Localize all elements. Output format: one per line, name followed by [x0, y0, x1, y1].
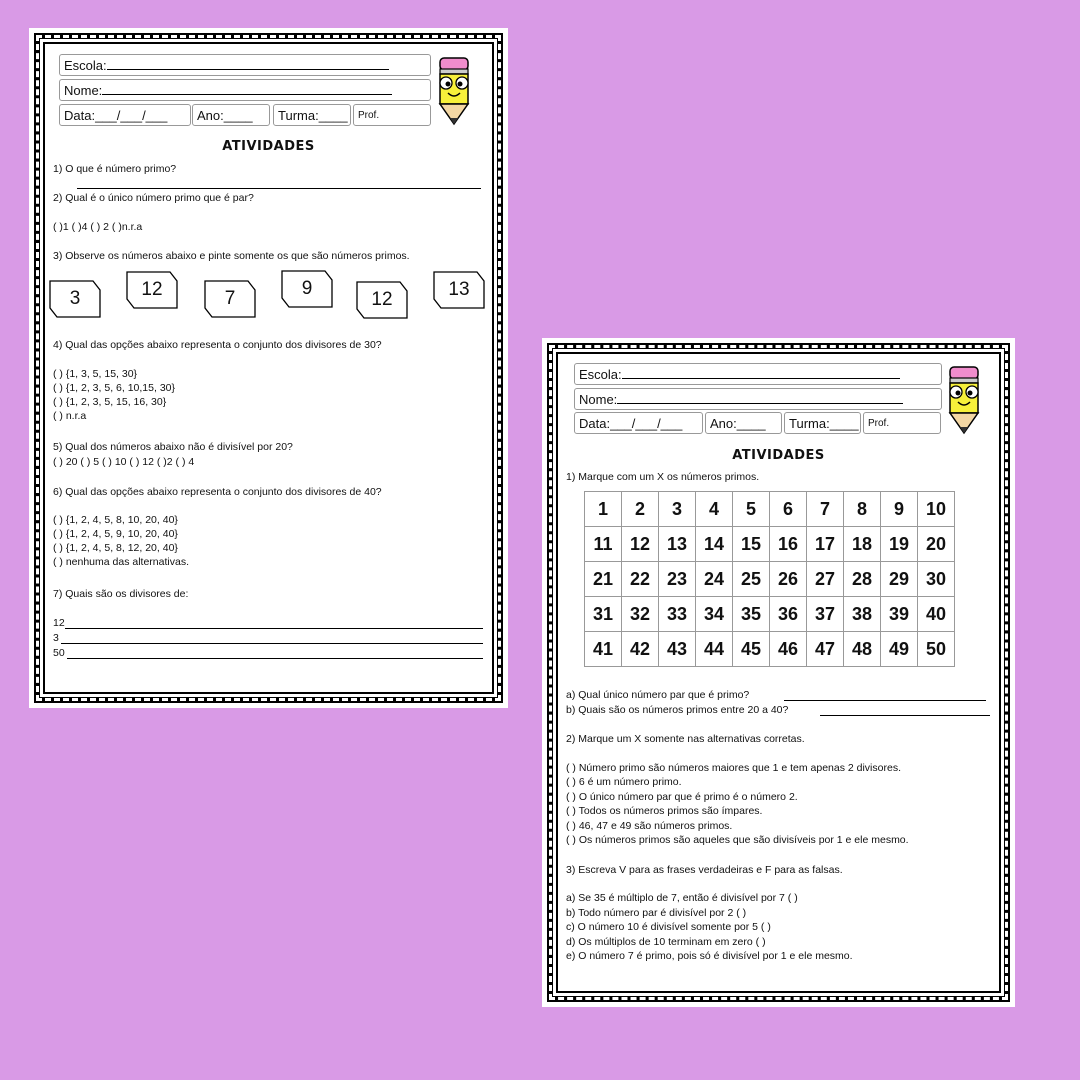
grid-number-cell[interactable]: 31 [585, 597, 622, 632]
grid-number-cell[interactable]: 42 [622, 632, 659, 667]
number-tile[interactable] [49, 280, 101, 318]
question-2-option[interactable]: ( ) Todos os números primos são ímpares. [566, 805, 763, 817]
teacher-label: Prof. [358, 110, 380, 121]
question-1: 1) Marque com um X os números primos. [566, 471, 760, 483]
question-2: 2) Qual é o único número primo que é par? [53, 192, 254, 204]
date-field[interactable] [574, 412, 703, 434]
number-tile-value: 9 [301, 278, 313, 299]
question-2-option[interactable]: ( ) 46, 47 e 49 são números primos. [566, 820, 733, 832]
grid-number-cell[interactable]: 14 [696, 527, 733, 562]
grid-number-cell[interactable]: 11 [585, 527, 622, 562]
worksheet-title: ATIVIDADES [732, 448, 825, 463]
grid-number-cell[interactable]: 15 [733, 527, 770, 562]
question-4-option[interactable]: ( ) n.r.a [53, 410, 87, 422]
grid-number-cell[interactable]: 1 [585, 492, 622, 527]
grid-number-cell[interactable]: 26 [770, 562, 807, 597]
grid-row [585, 597, 955, 632]
answer-line[interactable] [67, 658, 483, 659]
grid-number-cell[interactable]: 18 [844, 527, 881, 562]
question-2-option[interactable]: ( ) 6 é um número primo. [566, 776, 682, 788]
answer-line[interactable] [784, 700, 986, 701]
number-tile[interactable] [204, 280, 256, 318]
grid-number-cell[interactable]: 43 [659, 632, 696, 667]
grid-number-cell[interactable]: 32 [622, 597, 659, 632]
grid-number-cell[interactable]: 17 [807, 527, 844, 562]
question-6-option[interactable]: ( ) nenhuma das alternativas. [53, 556, 189, 568]
pencil-mascot-icon [433, 56, 475, 128]
class-label: Turma:____ [278, 108, 348, 123]
number-tile[interactable] [126, 271, 178, 309]
class-label: Turma:____ [789, 416, 859, 431]
question-5-options[interactable]: ( ) 20 ( ) 5 ( ) 10 ( ) 12 ( )2 ( ) 4 [53, 456, 195, 468]
grid-number-cell[interactable]: 36 [770, 597, 807, 632]
number-tile-value: 12 [371, 289, 393, 310]
question-6-option[interactable]: ( ) {1, 2, 4, 5, 9, 10, 20, 40} [53, 528, 178, 540]
grid-number-cell[interactable]: 30 [918, 562, 955, 597]
numbers-grid [584, 491, 955, 667]
grid-number-cell[interactable]: 4 [696, 492, 733, 527]
number-tile[interactable] [281, 270, 333, 308]
grid-number-cell[interactable]: 8 [844, 492, 881, 527]
grid-number-cell[interactable]: 50 [918, 632, 955, 667]
grid-number-cell[interactable]: 13 [659, 527, 696, 562]
date-field[interactable] [59, 104, 191, 126]
grid-row [585, 492, 955, 527]
question-3-item[interactable]: e) O número 7 é primo, pois só é divisível por 1 e ele mesmo. [566, 950, 853, 962]
year-field[interactable] [192, 104, 270, 126]
grid-number-cell[interactable]: 40 [918, 597, 955, 632]
name-label: Nome: [579, 392, 618, 407]
number-tile-value: 12 [141, 279, 163, 300]
question-6: 6) Qual das opções abaixo representa o conjunto dos divisores de 40? [53, 486, 382, 498]
grid-number-cell[interactable]: 46 [770, 632, 807, 667]
grid-number-cell[interactable]: 6 [770, 492, 807, 527]
grid-row [585, 632, 955, 667]
number-tile-value: 3 [69, 288, 81, 309]
grid-number-cell[interactable]: 19 [881, 527, 918, 562]
grid-number-cell[interactable]: 39 [881, 597, 918, 632]
question-1b: b) Quais são os números primos entre 20 a 40? [566, 704, 789, 716]
question-6-option[interactable]: ( ) {1, 2, 4, 5, 8, 10, 20, 40} [53, 514, 178, 526]
grid-number-cell[interactable]: 28 [844, 562, 881, 597]
class-field[interactable] [273, 104, 351, 126]
question-4: 4) Qual das opções abaixo representa o conjunto dos divisores de 30? [53, 339, 382, 351]
grid-number-cell[interactable]: 27 [807, 562, 844, 597]
year-field[interactable] [705, 412, 782, 434]
year-label: Ano:____ [710, 416, 766, 431]
grid-number-cell[interactable]: 48 [844, 632, 881, 667]
grid-number-cell[interactable]: 38 [844, 597, 881, 632]
grid-number-cell[interactable]: 45 [733, 632, 770, 667]
worksheet-1 [29, 28, 508, 708]
teacher-label: Prof. [868, 418, 890, 429]
grid-number-cell[interactable]: 2 [622, 492, 659, 527]
question-6-option[interactable]: ( ) {1, 2, 4, 5, 8, 12, 20, 40} [53, 542, 178, 554]
question-3-item[interactable]: c) O número 10 é divisível somente por 5 ( ) [566, 921, 771, 933]
question-1: 1) O que é número primo? [53, 163, 177, 175]
grid-number-cell[interactable]: 22 [622, 562, 659, 597]
school-label: Escola: [579, 367, 622, 382]
question-2: 2) Marque um X somente nas alternativas corretas. [566, 733, 805, 745]
grid-number-cell[interactable]: 20 [918, 527, 955, 562]
grid-number-cell[interactable]: 5 [733, 492, 770, 527]
school-field[interactable] [59, 54, 431, 76]
number-tile-value: 13 [448, 279, 470, 300]
grid-number-cell[interactable]: 34 [696, 597, 733, 632]
grid-number-cell[interactable]: 37 [807, 597, 844, 632]
grid-number-cell[interactable]: 3 [659, 492, 696, 527]
question-7-item: 50 [53, 647, 65, 659]
grid-number-cell[interactable]: 9 [881, 492, 918, 527]
year-label: Ano:____ [197, 108, 253, 123]
grid-number-cell[interactable]: 7 [807, 492, 844, 527]
question-7-item: 12 [53, 617, 65, 629]
grid-number-cell[interactable]: 23 [659, 562, 696, 597]
grid-row [585, 527, 955, 562]
question-3-item[interactable]: b) Todo número par é divisível por 2 ( ) [566, 907, 747, 919]
question-2-option[interactable]: ( ) Os números primos são aqueles que são divisíveis por 1 e ele mesmo. [566, 834, 909, 846]
grid-number-cell[interactable]: 44 [696, 632, 733, 667]
question-4-option[interactable]: ( ) {1, 2, 3, 5, 15, 16, 30} [53, 396, 167, 408]
question-3-item[interactable]: a) Se 35 é múltiplo de 7, então é divisível por 7 ( ) [566, 892, 798, 904]
class-field[interactable] [784, 412, 861, 434]
grid-number-cell[interactable]: 21 [585, 562, 622, 597]
teacher-field[interactable] [353, 104, 431, 126]
question-7-item: 3 [53, 632, 59, 644]
answer-line[interactable] [820, 715, 990, 716]
school-field[interactable] [574, 363, 942, 385]
question-1a: a) Qual único número par que é primo? [566, 689, 750, 701]
question-7: 7) Quais são os divisores de: [53, 588, 189, 600]
grid-number-cell[interactable]: 35 [733, 597, 770, 632]
question-4-option[interactable]: ( ) {1, 3, 5, 15, 30} [53, 368, 138, 380]
school-label: Escola: [64, 58, 107, 73]
grid-number-cell[interactable]: 10 [918, 492, 955, 527]
number-tile[interactable] [433, 271, 485, 309]
question-2-option[interactable]: ( ) Número primo são números maiores que 1 e tem apenas 2 divisores. [566, 762, 901, 774]
pencil-mascot-icon [943, 365, 985, 437]
teacher-field[interactable] [863, 412, 941, 434]
grid-number-cell[interactable]: 24 [696, 562, 733, 597]
name-field[interactable] [574, 388, 942, 410]
question-5: 5) Qual dos números abaixo não é divisível por 20? [53, 441, 293, 453]
number-tile-value: 7 [224, 288, 236, 309]
answer-line[interactable] [65, 628, 483, 629]
number-tile[interactable] [356, 281, 408, 319]
question-3: 3) Observe os números abaixo e pinte somente os que são números primos. [53, 250, 410, 262]
grid-number-cell[interactable]: 41 [585, 632, 622, 667]
answer-line[interactable] [61, 643, 483, 644]
grid-number-cell[interactable]: 47 [807, 632, 844, 667]
grid-number-cell[interactable]: 16 [770, 527, 807, 562]
grid-row [585, 562, 955, 597]
question-3-item[interactable]: d) Os múltiplos de 10 terminam em zero ( ) [566, 936, 766, 948]
date-label: Data:___/___/___ [64, 108, 168, 123]
answer-line[interactable] [77, 188, 481, 189]
grid-number-cell[interactable]: 25 [733, 562, 770, 597]
question-4-option[interactable]: ( ) {1, 2, 3, 5, 6, 10,15, 30} [53, 382, 176, 394]
question-3: 3) Escreva V para as frases verdadeiras e F para as falsas. [566, 864, 843, 876]
name-field[interactable] [59, 79, 431, 101]
grid-number-cell[interactable]: 49 [881, 632, 918, 667]
worksheet-2 [542, 338, 1015, 1007]
date-label: Data:___/___/___ [579, 416, 683, 431]
worksheet-title: ATIVIDADES [222, 139, 315, 154]
name-label: Nome: [64, 83, 103, 98]
question-2-options[interactable]: ( )1 ( )4 ( ) 2 ( )n.r.a [53, 221, 143, 233]
question-2-option[interactable]: ( ) O único número par que é primo é o número 2. [566, 791, 798, 803]
grid-number-cell[interactable]: 29 [881, 562, 918, 597]
grid-number-cell[interactable]: 12 [622, 527, 659, 562]
grid-number-cell[interactable]: 33 [659, 597, 696, 632]
